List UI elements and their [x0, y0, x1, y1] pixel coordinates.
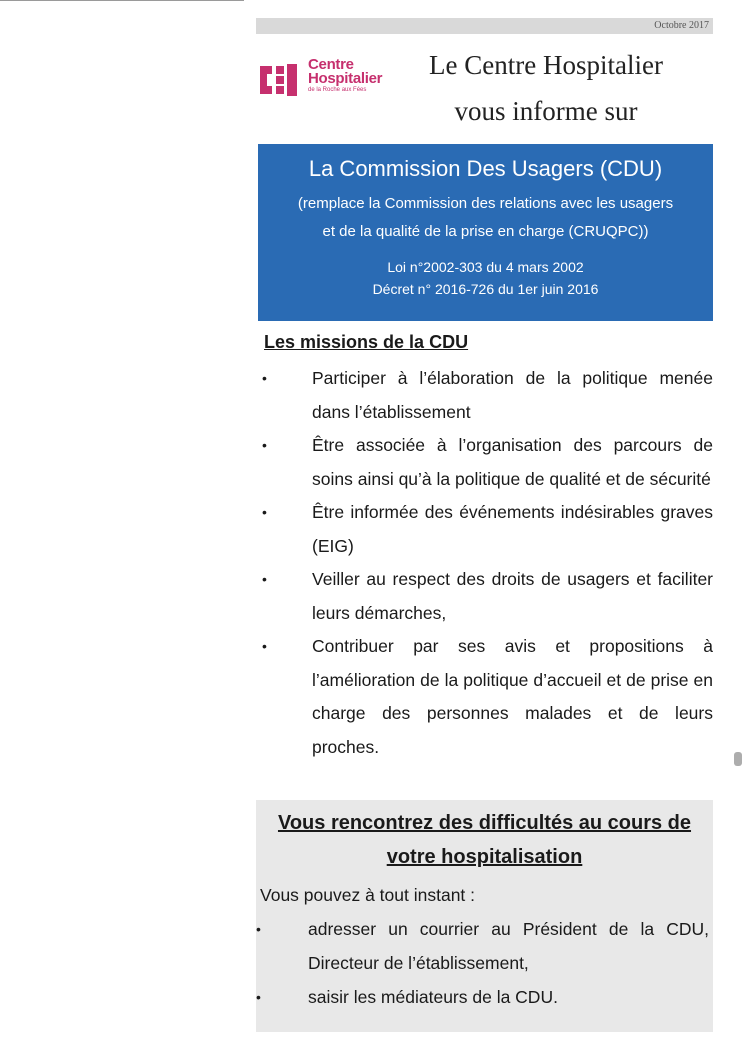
- action-text: saisir les médiateurs de la CDU.: [308, 987, 558, 1007]
- cdu-subtitle-line2: et de la qualité de la prise en charge (CRUQPC)): [322, 223, 649, 240]
- hospital-logo-icon: [258, 58, 304, 102]
- mission-item: [256, 429, 713, 496]
- mission-item: [256, 563, 713, 630]
- cdu-subtitle-line1: (remplace la Commission des relations avec les usagers: [297, 195, 674, 212]
- difficulties-heading-line1: Vous rencontrez des difficultés au cours de: [277, 812, 692, 834]
- action-text: adresser un courrier au Président de la CDU, Directeur de l’établissement,: [308, 919, 709, 973]
- information-leaflet: [256, 14, 713, 1034]
- mission-text: Contribuer par ses avis et propositions à l’amélioration de la politique d’accueil et de prise en charge des personnes malades et de leurs proches.: [312, 636, 713, 757]
- page-title-line2: vous informe sur: [454, 96, 638, 126]
- mission-item: [256, 630, 713, 764]
- hospital-logo: [258, 58, 388, 102]
- logo-text-line3: de la Roche aux Fées: [308, 87, 367, 93]
- mission-text: Veiller au respect des droits de usagers et faciliter leurs démarches,: [312, 569, 713, 623]
- logo-text-line2: Hospitalier: [308, 70, 383, 87]
- cdu-info-box: [258, 144, 713, 321]
- logo-text-line1: Centre: [308, 56, 354, 73]
- bullet-icon: •: [262, 571, 267, 587]
- scan-artifact: [734, 752, 742, 766]
- cdu-law-reference: Loi n°2002-303 du 4 mars 2002: [387, 259, 584, 275]
- mission-item: [256, 496, 713, 563]
- scan-top-rule: [0, 0, 244, 1]
- difficulties-intro: Vous pouvez à tout instant :: [260, 885, 476, 905]
- difficulties-actions-list: [256, 912, 713, 1014]
- difficulties-box: [256, 800, 713, 1032]
- cdu-title: La Commission Des Usagers (CDU): [308, 156, 663, 181]
- action-item: [256, 912, 713, 980]
- mission-text: Être informée des événements indésirables graves (EIG): [312, 502, 713, 556]
- bullet-icon: •: [262, 370, 267, 386]
- bullet-icon: •: [262, 504, 267, 520]
- bullet-icon: •: [256, 921, 261, 937]
- bullet-icon: •: [256, 989, 261, 1005]
- bullet-icon: •: [262, 437, 267, 453]
- page-title-line1: Le Centre Hospitalier: [429, 50, 663, 80]
- bullet-icon: •: [262, 638, 267, 654]
- page-title: [386, 42, 706, 134]
- mission-item: [256, 362, 713, 429]
- difficulties-heading-line2: votre hospitalisation: [386, 846, 583, 868]
- missions-heading: Les missions de la CDU: [264, 332, 469, 352]
- mission-text: Participer à l’élaboration de la politique menée dans l’établissement: [312, 368, 713, 422]
- missions-list: [256, 362, 713, 764]
- action-item: [256, 980, 713, 1014]
- mission-text: Être associée à l’organisation des parcours de soins ainsi qu’à la politique de qualité et de sécurité: [312, 435, 713, 489]
- date-label: Octobre 2017: [256, 18, 713, 34]
- cdu-decree-reference: Décret n° 2016-726 du 1er juin 2016: [372, 281, 599, 297]
